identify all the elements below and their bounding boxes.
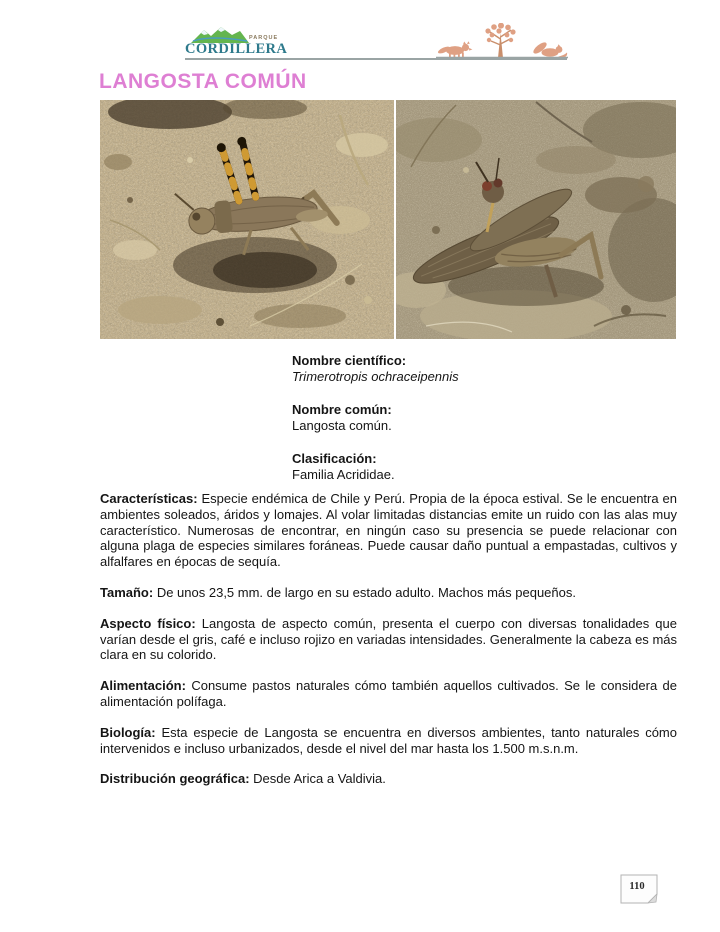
page-number-badge — [620, 874, 658, 905]
description-sections — [100, 491, 677, 802]
page-number-value: 110 — [629, 881, 645, 892]
common-name-value: Langosta común. — [292, 418, 392, 433]
paragraph-tamano — [100, 585, 677, 601]
paragraph-caracteristicas — [100, 491, 677, 570]
common-name-group — [292, 402, 459, 434]
paragraph-text: Consume pastos naturales cómo también aquellos cultivados. Se le considera de alimentación polífaga. — [100, 678, 677, 709]
paragraph-text: Langosta de aspecto común, presenta el cuerpo con diversas tonalidades que varían desde el gris, café e incluso rojizo en variadas intensidades. Generalmente la cabeza es más clara en su colorido. — [100, 615, 678, 663]
fox-icon — [437, 41, 472, 58]
paragraph-label: Características: — [100, 491, 198, 506]
paragraph-text: De unos 23,5 mm. de largo en su estado adulto. Machos más pequeños. — [153, 584, 576, 600]
paragraph-text: Esta especie de Langosta se encuentra en diversos ambientes, tanto naturales cómo intervenidos e incluso urbanizados, desde el nivel del mar hasta los 1.500 m.s.n.m. — [100, 724, 677, 756]
classification-value: Familia Acrididae. — [292, 467, 395, 482]
classification-label: Clasificación: — [292, 451, 377, 466]
paragraph-label: Distribución geográfica: — [100, 771, 250, 787]
scientific-name-label: Nombre científico: — [292, 353, 407, 368]
paragraph-alimentacion — [100, 678, 677, 710]
squirrel-icon — [532, 40, 568, 57]
logo-parque-text: PARQUE — [249, 35, 279, 41]
paragraph-text: Desde Arica a Valdivia. — [249, 771, 386, 787]
parque-cordillera-logo — [185, 26, 295, 60]
paragraph-biologia — [100, 725, 677, 757]
logo-cordillera-text: CORDILLERA — [185, 41, 288, 57]
paragraph-label: Aspecto físico: — [100, 615, 196, 631]
scientific-name-value: Trimerotropis ochraceipennis — [292, 369, 459, 384]
common-name-label: Nombre común: — [292, 402, 392, 417]
paragraph-label: Biología: — [100, 724, 156, 740]
scientific-name-group — [292, 353, 459, 385]
paragraph-label: Tamaño: — [100, 584, 154, 600]
paragraph-label: Alimentación: — [100, 678, 186, 694]
paragraph-distribucion — [100, 771, 677, 787]
locust-photo-left — [100, 100, 394, 339]
page-title: LANGOSTA COMÚN — [99, 70, 307, 93]
animals-illustration — [436, 23, 568, 61]
classification-group — [292, 451, 459, 483]
paragraph-text: Especie endémica de Chile y Perú. Propia de la época estival. Se le encuentra en ambientes soleados, áridos y lomajes. Al volar limitadas distancias emite un ruido con las alas muy característico. Numerosas de encontrar, en ningún caso su presencia se puede relacionar con alguna plaga de especies similares foráneas. Puede causar daño puntual a empastadas, cultivos y alfalfares en épocas de sequía. — [100, 491, 677, 570]
locust-photo-right — [396, 100, 676, 339]
paragraph-aspecto-fisico — [100, 616, 677, 663]
photo-strip — [100, 100, 676, 339]
tree-icon — [485, 23, 515, 58]
taxonomy-block — [292, 353, 459, 500]
